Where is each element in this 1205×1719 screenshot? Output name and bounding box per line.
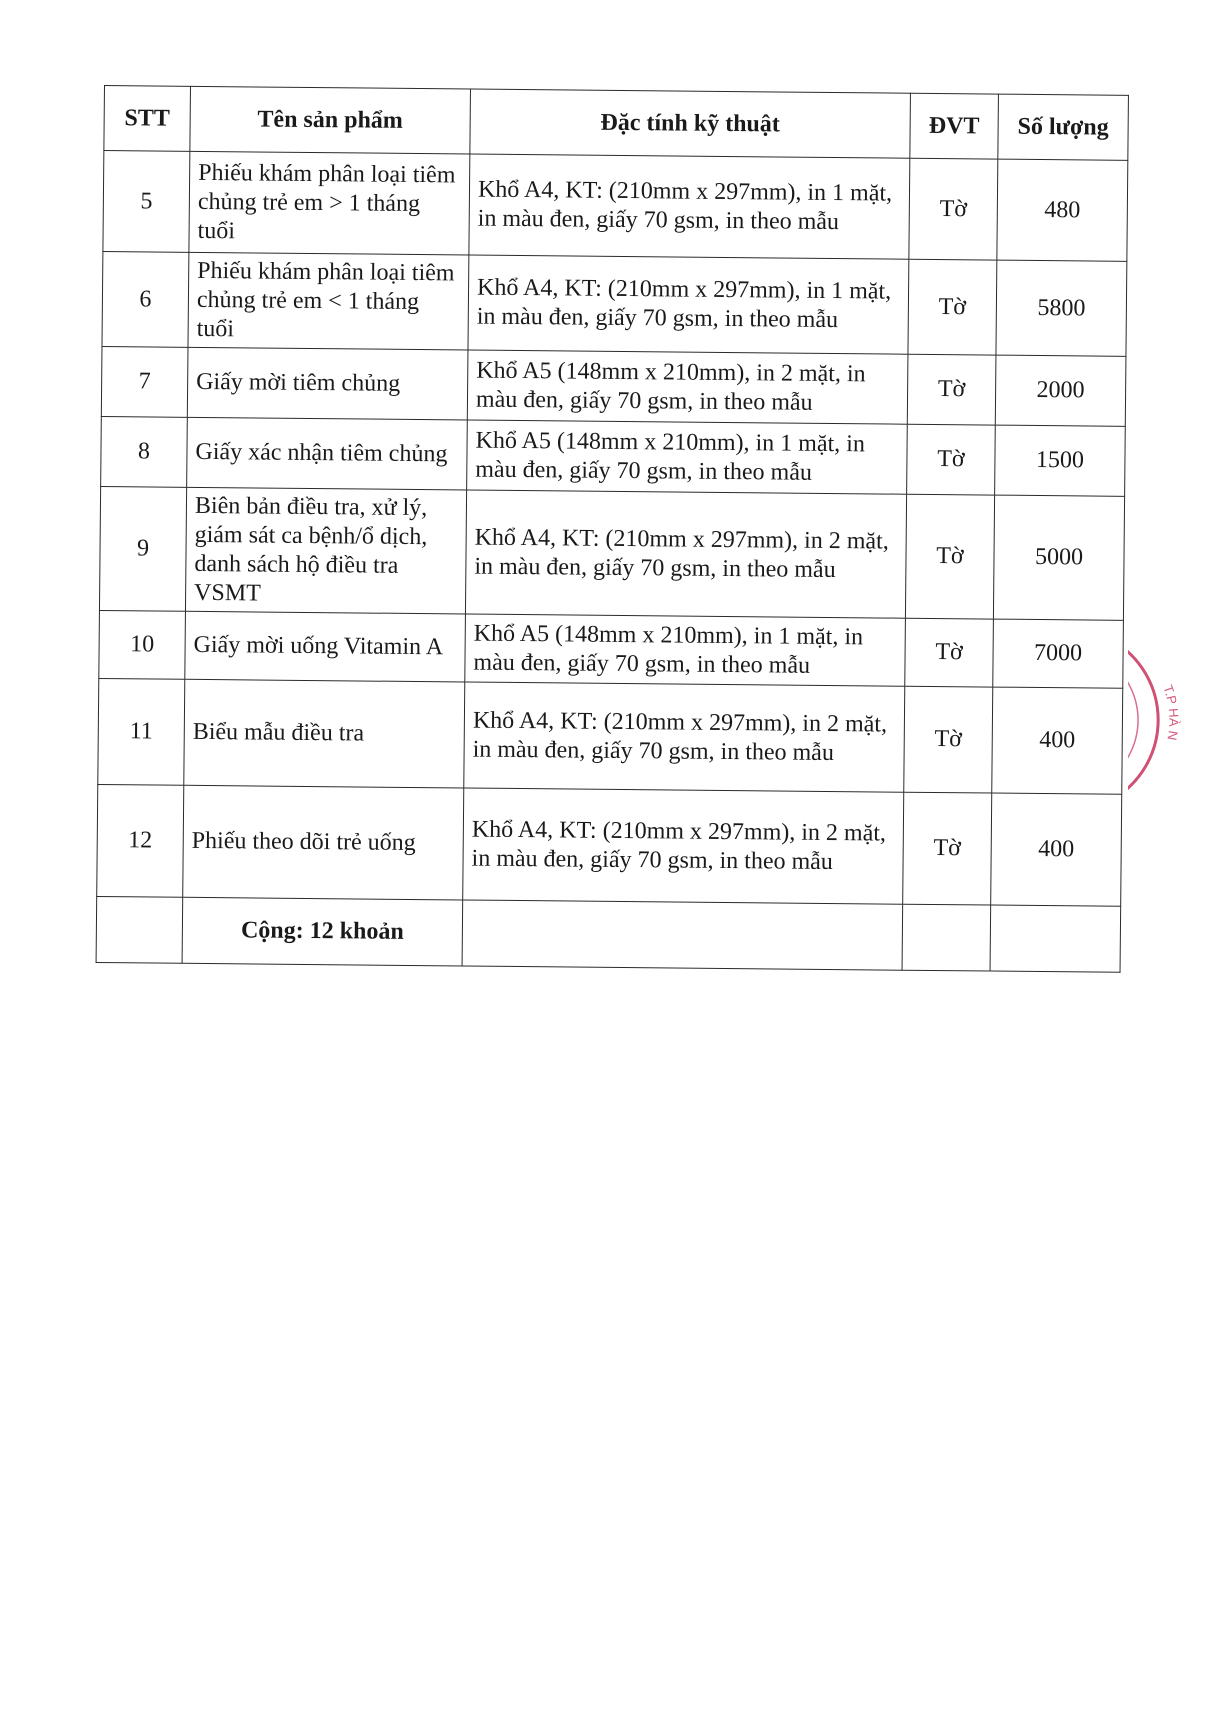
- header-quantity: Số lượng: [998, 94, 1129, 160]
- row-product-name: Giấy mời uống Vitamin A: [185, 611, 466, 682]
- row-technical-spec: Khổ A5 (148mm x 210mm), in 2 mặt, in màu đen, giấy 70 gsm, in theo mẫu: [467, 350, 908, 424]
- row-product-name: Biên bản điều tra, xử lý, giám sát ca bệnh/ổ dịch, danh sách hộ điều tra VSMT: [185, 487, 466, 614]
- table-total-row: [96, 896, 1121, 972]
- row-stt: 9: [99, 486, 186, 611]
- row-stt: 12: [97, 784, 184, 897]
- row-quantity: 400: [991, 793, 1122, 906]
- row-technical-spec: Khổ A5 (148mm x 210mm), in 1 mặt, in màu đen, giấy 70 gsm, in theo mẫu: [467, 420, 908, 494]
- seal-stamp-icon: [1128, 640, 1205, 800]
- row-quantity: 5000: [993, 495, 1124, 620]
- row-stt: 7: [101, 346, 188, 417]
- row-product-name: Phiếu khám phân loại tiêm chủng trẻ em > 1 tháng tuổi: [189, 151, 470, 255]
- row-technical-spec: Khổ A4, KT: (210mm x 297mm), in 1 mặt, in màu đen, giấy 70 gsm, in theo mẫu: [469, 154, 910, 259]
- seal-stamp-text: T.P HÀ N: [1160, 682, 1182, 742]
- table-row: [101, 346, 1126, 426]
- row-product-name: Giấy xác nhận tiêm chủng: [187, 417, 468, 490]
- table-row: [98, 678, 1123, 794]
- row-quantity: 480: [997, 159, 1128, 261]
- row-technical-spec: Khổ A4, KT: (210mm x 297mm), in 2 mặt, in màu đen, giấy 70 gsm, in theo mẫu: [464, 682, 905, 792]
- row-technical-spec: Khổ A5 (148mm x 210mm), in 1 mặt, in màu đen, giấy 70 gsm, in theo mẫu: [465, 614, 906, 686]
- header-unit: ĐVT: [910, 93, 999, 159]
- row-quantity: 1500: [995, 425, 1126, 496]
- row-unit: Tờ: [905, 494, 994, 619]
- row-product-name: Biểu mẫu điều tra: [184, 679, 465, 788]
- row-unit: Tờ: [904, 686, 993, 793]
- row-technical-spec: Khổ A4, KT: (210mm x 297mm), in 1 mặt, in màu đen, giấy 70 gsm, in theo mẫu: [468, 255, 909, 354]
- row-unit: Tờ: [909, 158, 998, 260]
- row-unit: Tờ: [905, 618, 994, 687]
- total-qty-empty: [990, 905, 1121, 972]
- total-stt-empty: [96, 896, 183, 963]
- table-row: [103, 151, 1128, 262]
- table-row: [99, 486, 1124, 620]
- row-quantity: 7000: [993, 619, 1124, 688]
- header-technical-spec: Đặc tính kỹ thuật: [470, 89, 911, 158]
- total-unit-empty: [902, 904, 991, 971]
- row-stt: 5: [103, 151, 190, 253]
- table-row: [97, 784, 1122, 906]
- table-row: [101, 416, 1126, 496]
- total-label: Cộng: 12 khoản: [182, 897, 463, 966]
- table-row: [102, 251, 1127, 356]
- row-stt: 6: [102, 251, 189, 347]
- row-unit: Tờ: [908, 259, 997, 355]
- product-spec-table: [96, 85, 1129, 973]
- row-unit: Tờ: [907, 354, 996, 425]
- header-product-name: Tên sản phẩm: [190, 86, 471, 154]
- row-technical-spec: Khổ A4, KT: (210mm x 297mm), in 2 mặt, in màu đen, giấy 70 gsm, in theo mẫu: [463, 788, 904, 904]
- row-technical-spec: Khổ A4, KT: (210mm x 297mm), in 2 mặt, in màu đen, giấy 70 gsm, in theo mẫu: [465, 490, 906, 618]
- row-product-name: Giấy mời tiêm chủng: [187, 347, 468, 420]
- header-stt: STT: [104, 86, 191, 152]
- row-quantity: 400: [992, 687, 1123, 794]
- row-quantity: 2000: [995, 355, 1126, 426]
- table-header-row: [104, 86, 1129, 161]
- row-stt: 8: [101, 416, 188, 487]
- row-quantity: 5800: [996, 260, 1127, 356]
- row-unit: Tờ: [907, 424, 996, 495]
- row-stt: 10: [99, 610, 186, 679]
- row-stt: 11: [98, 678, 185, 785]
- svg-text:T.P HÀ N: [1160, 683, 1181, 741]
- total-spec-empty: [462, 900, 903, 970]
- seal-stamp: [1128, 640, 1205, 800]
- row-unit: Tờ: [903, 792, 992, 905]
- row-product-name: Phiếu khám phân loại tiêm chủng trẻ em < 1 tháng tuổi: [188, 252, 469, 350]
- row-product-name: Phiếu theo dõi trẻ uống: [183, 785, 464, 900]
- table-row: [99, 610, 1124, 688]
